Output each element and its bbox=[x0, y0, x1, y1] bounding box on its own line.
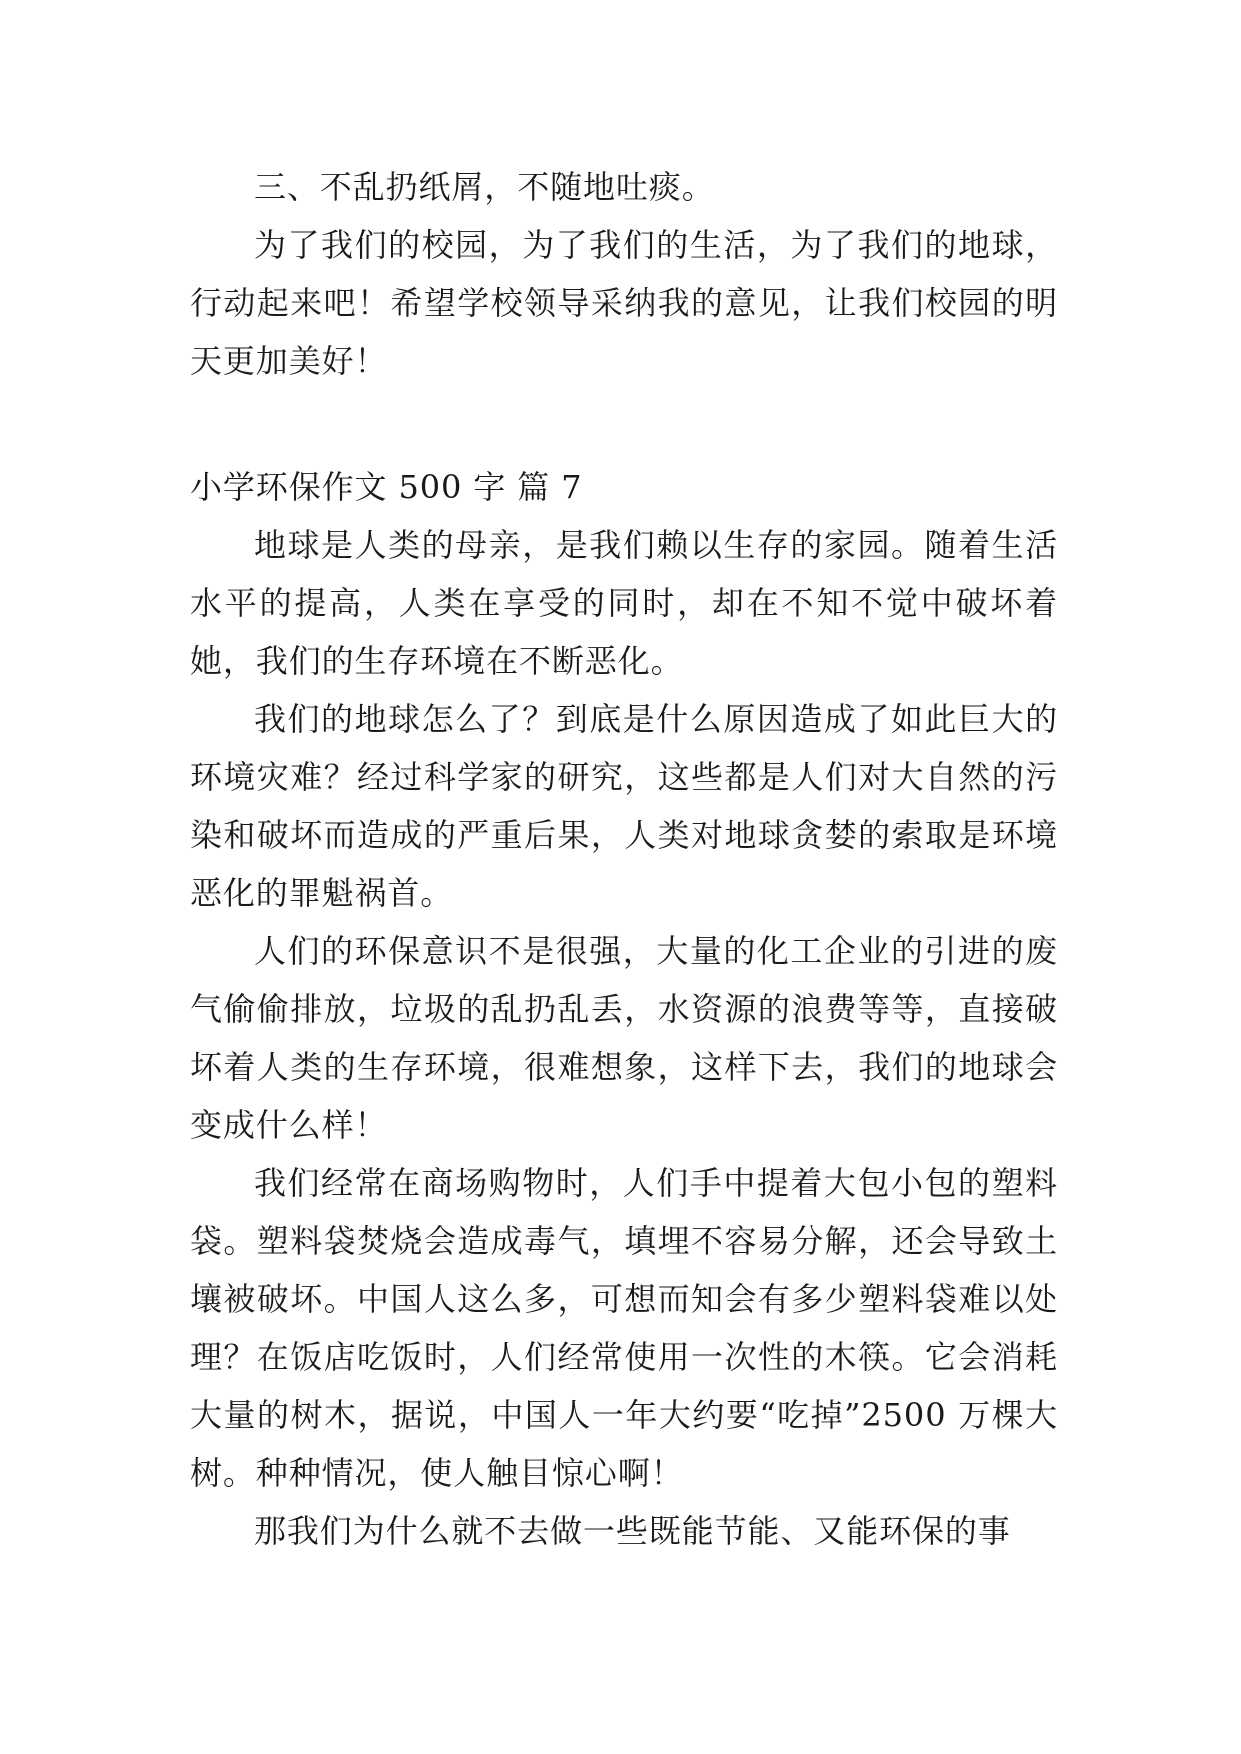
section-spacer bbox=[190, 390, 1058, 458]
section-heading: 小学环保作文 500 字 篇 7 bbox=[190, 468, 583, 506]
paragraph-environmental-disaster: 我们的地球怎么了？到底是什么原因造成了如此巨大的环境灾难？经过科学家的研究，这些都是人们对大自然的污染和破坏而造成的严重后果，人类对地球贪婪的索取是环境恶化的罪魁祸首。 bbox=[190, 700, 1058, 912]
document-body bbox=[190, 158, 1058, 1560]
paragraph-awareness: 人们的环保意识不是很强，大量的化工企业的引进的废气偷偷排放，垃圾的乱扔乱丢，水资源的浪费等等，直接破坏着人类的生存环境，很难想象，这样下去，我们的地球会变成什么样！ bbox=[190, 932, 1058, 1144]
paragraph-conclusion-start: 那我们为什么就不去做一些既能节能、又能环保的事 bbox=[254, 1512, 1011, 1550]
paragraph-call-to-action: 为了我们的校园，为了我们的生活，为了我们的地球，行动起来吧！希望学校领导采纳我的意见，让我们校园的明天更加美好！ bbox=[190, 226, 1058, 380]
paragraph-plastic-bags: 我们经常在商场购物时，人们手中提着大包小包的塑料袋。塑料袋焚烧会造成毒气，填埋不容易分解，还会导致土壤被破坏。中国人这么多，可想而知会有多少塑料袋难以处理？在饭店吃饭时，人们经常使用一次性的木筷。它会消耗大量的树木，据说，中国人一年大约要“吃掉”2500 万棵大树。种种情况，使人触目惊心啊！ bbox=[190, 1164, 1058, 1492]
paragraph-rule-three: 三、不乱扔纸屑，不随地吐痰。 bbox=[254, 168, 715, 206]
paragraph-earth-home: 地球是人类的母亲，是我们赖以生存的家园。随着生活水平的提高，人类在享受的同时，却在不知不觉中破坏着她，我们的生存环境在不断恶化。 bbox=[190, 526, 1058, 680]
